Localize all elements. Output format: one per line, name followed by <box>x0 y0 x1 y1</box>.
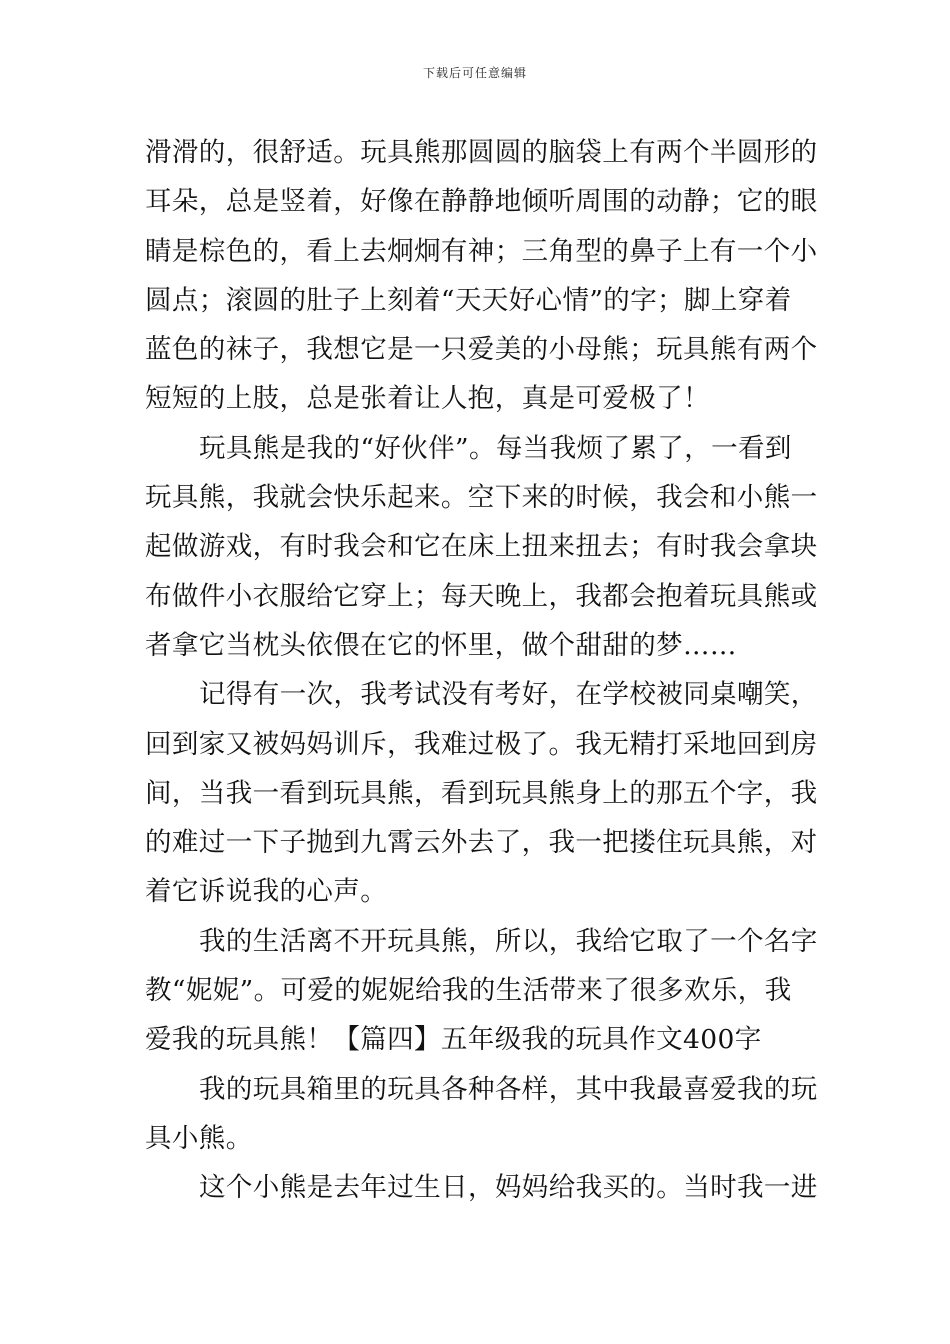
text-line: 短短的上肢，总是张着让人抱，真是可爱极了！ <box>145 383 710 415</box>
text-line: 起做游戏，有时我会和它在床上扭来扭去；有时我会拿块 <box>145 531 818 563</box>
text-line: 者拿它当枕头依偎在它的怀里，做个甜甜的梦…… <box>145 629 737 661</box>
text-line: 布做件小衣服给它穿上；每天晚上，我都会抱着玩具熊或 <box>145 580 818 612</box>
text-line: 圆点；滚圆的肚子上刻着“天天好心情”的字；脚上穿着 <box>145 284 792 316</box>
text-line: 耳朵，总是竖着，好像在静静地倾听周围的动静；它的眼 <box>145 186 818 218</box>
text-line: 的难过一下子抛到九霄云外去了，我一把搂住玩具熊，对 <box>145 827 818 859</box>
text-line: 蓝色的袜子，我想它是一只爱美的小母熊；玩具熊有两个 <box>145 334 818 366</box>
text-line: 睛是棕色的，看上去炯炯有神；三角型的鼻子上有一个小 <box>145 235 818 267</box>
text-line: 记得有一次，我考试没有考好，在学校被同桌嘲笑， <box>199 679 818 711</box>
text-line: 着它诉说我的心声。 <box>145 876 388 908</box>
text-line: 具小熊。 <box>145 1122 253 1154</box>
text-line: 玩具熊是我的“好伙伴”。每当我烦了累了，一看到 <box>199 432 792 464</box>
text-line: 教“妮妮”。可爱的妮妮给我的生活带来了很多欢乐，我 <box>145 975 792 1007</box>
text-line: 我的玩具箱里的玩具各种各样，其中我最喜爱我的玩 <box>199 1073 818 1105</box>
text-line: 回到家又被妈妈训斥，我难过极了。我无精打采地回到房 <box>145 728 818 760</box>
text-line: 玩具熊，我就会快乐起来。空下来的时候，我会和小熊一 <box>145 482 818 514</box>
essay-body <box>145 128 818 1213</box>
text-line: 间，当我一看到玩具熊，看到玩具熊身上的那五个字，我 <box>145 777 818 809</box>
page-header: 下载后可任意编辑 <box>422 66 527 80</box>
text-line: 我的生活离不开玩具熊，所以，我给它取了一个名字 <box>199 925 818 957</box>
text-line: 爱我的玩具熊！【篇四】五年级我的玩具作文400字 <box>145 1024 762 1056</box>
text-line: 滑滑的，很舒适。玩具熊那圆圆的脑袋上有两个半圆形的 <box>145 137 818 168</box>
text-line: 这个小熊是去年过生日，妈妈给我买的。当时我一进 <box>199 1172 818 1204</box>
